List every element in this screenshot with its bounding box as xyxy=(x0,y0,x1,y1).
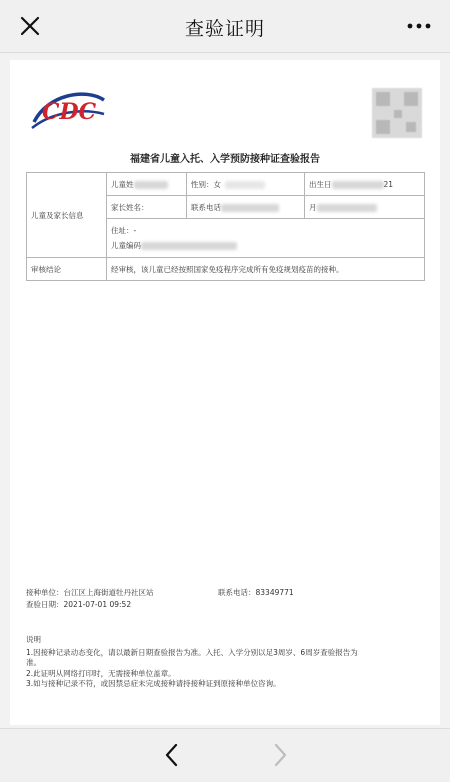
birth-cell: 出生日 21 xyxy=(305,173,425,196)
child-name-cell: 儿童姓 xyxy=(107,173,187,196)
note-item: 1.因接种记录动态变化，请以最新日期查验报告为准。入托、入学分别以足3周岁、6周岁查验报告为 xyxy=(26,647,358,657)
page-title: 查验证明 xyxy=(184,18,265,40)
section-label: 儿童及家长信息 xyxy=(27,173,107,258)
date-value: 2021-07-01 09:52 xyxy=(63,600,132,609)
cdc-logo xyxy=(28,88,108,132)
document-title: 福建省儿童入托、入学预防接种证查验报告 xyxy=(130,154,320,165)
logo-text: CDC xyxy=(42,99,97,125)
note-item: 3.如与接种记录不符，或因禁忌症未完成接种请持接种证到原接种单位咨询。 xyxy=(26,679,281,688)
review-conclusion: 经审核，该儿童已经按照国家免疫程序完成所有免疫规划疫苗的接种。 xyxy=(107,258,425,281)
forward-arrow-icon[interactable] xyxy=(268,741,292,769)
phone-value: 83349771 xyxy=(255,588,294,597)
address-cell: 住址：- 儿童编码 xyxy=(107,219,425,258)
footer-info xyxy=(26,587,426,611)
notes-section xyxy=(26,635,426,690)
month-cell: 月 xyxy=(305,196,425,219)
top-nav-bar xyxy=(0,0,450,53)
contact-cell: 联系电话 xyxy=(187,196,305,219)
note-item: 准。 xyxy=(26,658,41,667)
bottom-nav-bar xyxy=(0,728,450,782)
review-label: 审核结论 xyxy=(27,258,107,281)
parent-name-cell: 家长姓名： xyxy=(107,196,187,219)
certificate-document xyxy=(10,60,440,725)
phone-label: 联系电话： xyxy=(218,588,256,597)
back-arrow-icon[interactable] xyxy=(160,741,184,769)
note-item: 2.此证明从网络打印时，无需接种单位盖章。 xyxy=(26,668,176,678)
table-row xyxy=(27,173,425,196)
date-label: 查验日期： xyxy=(26,600,64,609)
more-icon[interactable] xyxy=(406,14,432,38)
gender-cell: 性别：女 xyxy=(187,173,305,196)
notes-heading: 说明 xyxy=(26,635,41,644)
unit-value: 台江区上海街道牡丹社区站 xyxy=(63,588,154,597)
qr-code xyxy=(372,88,422,138)
table-row xyxy=(27,258,425,281)
unit-label: 接种单位： xyxy=(26,588,64,597)
info-table xyxy=(26,172,425,281)
